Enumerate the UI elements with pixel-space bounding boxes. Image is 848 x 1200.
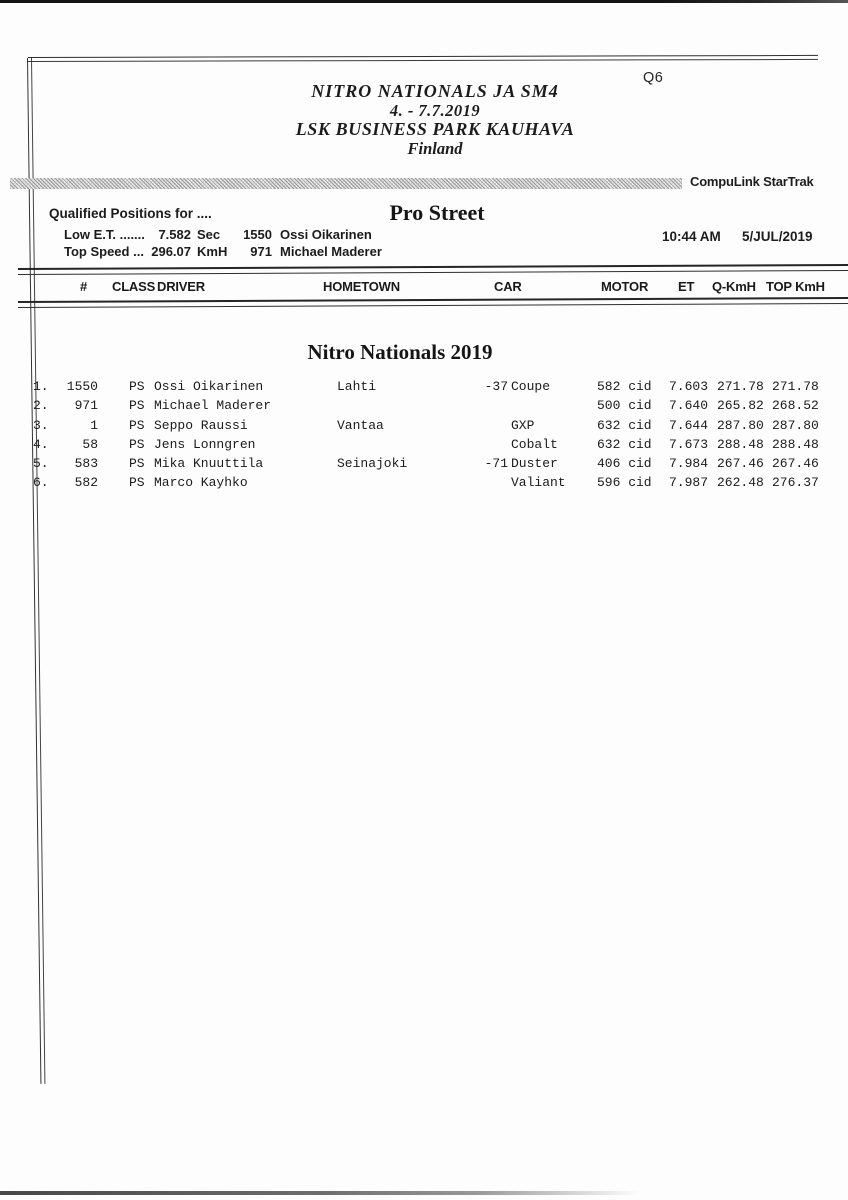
cell-position: 3.	[33, 417, 49, 433]
dotted-separator	[10, 178, 682, 189]
cell-q-kmh: 265.82	[717, 398, 764, 414]
cell-top-kmh: 287.80	[772, 417, 819, 433]
table-row	[0, 416, 848, 435]
cell-car-number: 1	[90, 417, 98, 433]
timing-system-brand: CompuLink StarTrak	[690, 174, 814, 189]
table-row	[0, 377, 848, 396]
table-row	[0, 454, 848, 473]
event-title-line: NITRO NATIONALS JA SM4	[311, 81, 559, 101]
cell-et: 7.984	[669, 456, 709, 472]
cell-et: 7.987	[669, 475, 709, 491]
cell-q-kmh: 262.48	[717, 475, 764, 491]
cell-car-year: -71	[484, 456, 508, 472]
low-et-unit: Sec	[197, 227, 221, 242]
race-class-title: Pro Street	[389, 200, 485, 225]
results-table	[0, 377, 848, 493]
cell-motor: 632 cid	[597, 436, 652, 452]
round-code: Q6	[643, 70, 664, 86]
table-header-row	[0, 279, 848, 295]
cell-et: 7.644	[669, 417, 709, 433]
cell-car-number: 971	[74, 398, 98, 414]
cell-class: PS	[129, 398, 145, 414]
cell-car-year: -37	[484, 379, 508, 394]
col-header-top-kmh: TOP KmH	[766, 279, 825, 294]
cell-driver: Michael Maderer	[154, 398, 272, 414]
cell-driver: Mika Knuuttila	[154, 456, 264, 472]
col-header-hometown: HOMETOWN	[323, 279, 400, 294]
cell-hometown: Lahti	[337, 379, 377, 394]
cell-et: 7.673	[669, 436, 709, 452]
low-et-row	[0, 227, 848, 243]
cell-top-kmh: 271.78	[772, 379, 819, 394]
cell-motor: 632 cid	[597, 417, 652, 433]
cell-class: PS	[129, 417, 145, 433]
cell-hometown: Seinajoki	[337, 456, 408, 472]
event-header	[100, 81, 770, 158]
cell-car-model: Valiant	[511, 475, 566, 491]
cell-driver: Seppo Raussi	[154, 417, 248, 433]
cell-position: 4.	[33, 436, 49, 452]
page-border-top	[28, 55, 818, 62]
cell-q-kmh: 287.80	[717, 417, 764, 433]
low-et-driver: Ossi Oikarinen	[280, 227, 372, 242]
top-speed-driver: Michael Maderer	[280, 244, 382, 259]
low-et-car-number: 1550	[243, 227, 272, 242]
cell-top-kmh: 276.37	[772, 475, 819, 491]
cell-hometown: Vantaa	[337, 417, 384, 433]
top-speed-car-number: 971	[250, 244, 272, 259]
cell-car-number: 1550	[66, 379, 98, 394]
top-speed-label: Top Speed ...	[64, 244, 144, 259]
cell-class: PS	[129, 379, 145, 394]
event-country: Finland	[407, 139, 463, 158]
cell-position: 5.	[33, 456, 49, 472]
event-venue: LSK BUSINESS PARK KAUHAVA	[295, 119, 575, 139]
qualified-positions-label: Qualified Positions for ....	[49, 206, 212, 221]
cell-q-kmh: 267.46	[717, 456, 764, 472]
cell-class: PS	[129, 475, 145, 491]
cell-q-kmh: 271.78	[717, 379, 764, 394]
scan-bottom-edge-line	[0, 1191, 640, 1195]
col-header-driver: DRIVER	[157, 279, 205, 294]
top-speed-value: 296.07	[151, 244, 191, 259]
table-header-rule-bottom	[18, 297, 848, 308]
top-speed-row	[0, 244, 848, 260]
low-et-value: 7.582	[158, 227, 191, 242]
table-row	[0, 396, 848, 415]
cell-class: PS	[129, 436, 145, 452]
cell-car-model: Duster	[511, 456, 558, 472]
cell-position: 2.	[33, 398, 49, 414]
col-header-et: ET	[678, 279, 695, 294]
cell-class: PS	[129, 456, 145, 472]
cell-car-number: 58	[82, 436, 98, 452]
table-row	[0, 435, 848, 454]
cell-position: 1.	[33, 379, 49, 394]
cell-motor: 582 cid	[597, 379, 652, 394]
cell-top-kmh: 288.48	[772, 436, 819, 452]
cell-top-kmh: 267.46	[772, 456, 819, 472]
cell-et: 7.640	[669, 398, 709, 414]
event-dates: 4. - 7.7.2019	[389, 101, 481, 120]
cell-motor: 406 cid	[597, 456, 652, 472]
col-header-q-kmh: Q-KmH	[712, 279, 756, 294]
col-header-class: CLASS	[112, 279, 156, 294]
low-et-label: Low E.T. .......	[64, 227, 145, 242]
cell-car-number: 583	[74, 456, 98, 472]
print-time: 10:44 AM	[662, 229, 721, 244]
cell-et: 7.603	[669, 379, 709, 394]
col-header-number: #	[80, 279, 88, 294]
cell-position: 6.	[33, 475, 49, 491]
results-section-title: Nitro Nationals 2019	[307, 340, 493, 364]
cell-car-number: 582	[74, 475, 98, 491]
cell-car-model: Cobalt	[511, 436, 558, 452]
cell-top-kmh: 268.52	[772, 398, 819, 414]
cell-motor: 500 cid	[597, 398, 652, 414]
scan-top-edge-line	[0, 0, 848, 3]
top-speed-unit: KmH	[197, 244, 228, 259]
cell-driver: Marco Kayhko	[154, 475, 248, 491]
cell-car-model: Coupe	[511, 379, 551, 394]
table-row	[0, 473, 848, 492]
cell-car-model: GXP	[511, 417, 535, 433]
table-header-rule-top	[18, 264, 848, 275]
cell-q-kmh: 288.48	[717, 436, 764, 452]
print-date: 5/JUL/2019	[742, 229, 813, 244]
col-header-car: CAR	[494, 279, 522, 294]
cell-driver: Jens Lonngren	[154, 436, 256, 452]
col-header-motor: MOTOR	[601, 279, 649, 294]
cell-motor: 596 cid	[597, 475, 652, 491]
cell-driver: Ossi Oikarinen	[154, 379, 264, 394]
